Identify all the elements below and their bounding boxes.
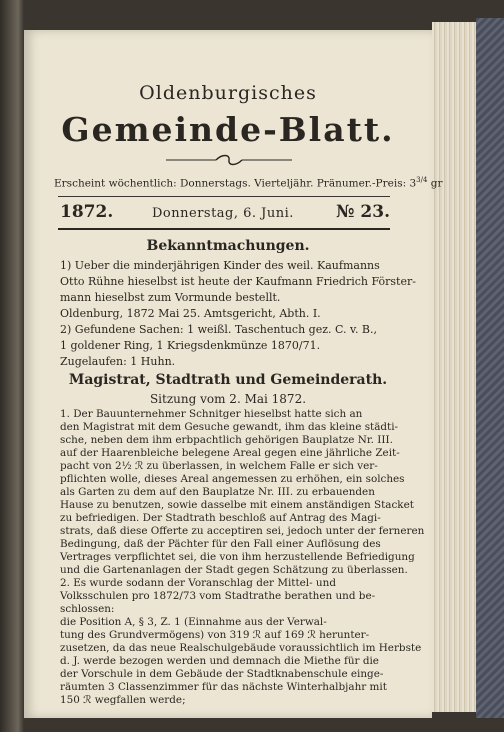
text-line: tung des Grundvermögens) von 319 ℛ auf 169 ℛ herunter- [60, 629, 370, 641]
session-date: Sitzung vom 2. Mai 1872. [149, 392, 307, 406]
text-line: der Vorschule in dem Gebäude der Stadtknabenschule einge- [60, 668, 384, 680]
text-line: Bedingung, daß der Pächter für den Fall einer Auflösung des [60, 538, 381, 550]
issue-date: Donnerstag, 6. Juni. [152, 206, 294, 221]
text-line: mann hieselbst zum Vormunde bestellt. [60, 291, 281, 304]
text-line: Hause zu benutzen, sowie dasselbe mit einem anständigen Stacket [60, 499, 414, 511]
dateline [60, 200, 390, 226]
rule-dateline-bottom [58, 228, 390, 230]
price-fraction: 3/4 [416, 176, 428, 184]
issue-number: № 23. [336, 202, 390, 222]
text-line: 2) Gefundene Sachen: 1 weißl. Taschentuch gez. C. v. B., [60, 323, 378, 336]
issue-year: 1872. [60, 202, 114, 222]
text-line: strats, daß diese Offerte zu acceptiren sei, jedoch unter der ferneren [60, 525, 425, 537]
newspaper-page [24, 30, 443, 718]
text-line: 2. Es wurde sodann der Voranschlag der Mittel- und [60, 577, 336, 589]
text-line: zusetzen, da das neue Realschulgebäude voraussichtlich im Herbste [60, 642, 422, 654]
text-line: räumten 3 Classenzimmer für das nächste Winterhalbjahr mit [60, 681, 387, 693]
masthead-line-1: Oldenburgisches [139, 82, 317, 104]
text-line: pacht von 2½ ℛ zu überlassen, in welchem Falle er sich ver- [60, 460, 378, 472]
text-line: 1 goldener Ring, 1 Kriegsdenkmünze 1870/71. [60, 339, 321, 352]
section-heading-magistrate: Magistrat, Stadtrath und Gemeinderath. [68, 372, 388, 388]
publication-info [54, 176, 443, 190]
text-line: Volksschulen pro 1872/73 vom Stadtrathe berathen und be- [60, 590, 376, 602]
text-line: als Garten zu dem auf den Bauplatze Nr. III. zu erbauenden [60, 486, 375, 498]
text-line: Otto Rühne hieselbst ist heute der Kaufmann Friedrich Förster- [60, 275, 416, 288]
text-line: die Position A, § 3, Z. 1 (Einnahme aus der Verwal- [60, 616, 327, 628]
publication-info-unit: gr [427, 177, 443, 190]
masthead-title: Gemeinde-Blatt. [61, 110, 395, 149]
book-cover-edge [476, 18, 504, 718]
text-line: 1) Ueber die minderjährigen Kinder des weil. Kaufmanns [60, 259, 380, 272]
text-line: 150 ℛ wegfallen werde; [60, 694, 186, 706]
text-line: Oldenburg, 1872 Mai 25. Amtsgericht, Abth. I. [60, 307, 321, 320]
publication-info-text: Erscheint wöchentlich: Donnerstags. Vierteljähr. Pränumer.-Preis: 3 [54, 177, 417, 190]
text-line: den Magistrat mit dem Gesuche gewandt, ihm das kleine städti- [60, 421, 399, 433]
ornament-divider-icon [164, 154, 294, 166]
text-line: zu befriedigen. Der Stadtrath beschloß auf Antrag des Magi- [60, 512, 381, 524]
text-line: sche, neben dem ihm erbpachtlich gehörigen Bauplatze Nr. III. [60, 434, 393, 446]
text-line: auf der Haarenbleiche belegene Areal gegen eine jährliche Zeit- [60, 447, 400, 459]
text-line: d. J. werde bezogen werden und demnach die Miethe für die [60, 655, 379, 667]
rule-top [58, 196, 390, 197]
text-line: 1. Der Bauunternehmer Schnitger hieselbst hatte sich an [60, 408, 363, 420]
text-line: Zugelaufen: 1 Huhn. [60, 355, 176, 368]
text-line: und die Gartenanlagen der Stadt gegen Schätzung zu überlassen. [60, 564, 408, 576]
section-heading-announcements: Bekanntmachungen. [146, 238, 310, 254]
text-line: schlossen: [60, 603, 115, 615]
text-line: pflichten wolle, dieses Areal angemessen zu erhöhen, ein solches [60, 473, 405, 485]
page-stack-edge [432, 22, 482, 712]
text-line: Vertrages verpflichtet sei, die von ihm herzustellende Befriedigung [60, 551, 415, 563]
